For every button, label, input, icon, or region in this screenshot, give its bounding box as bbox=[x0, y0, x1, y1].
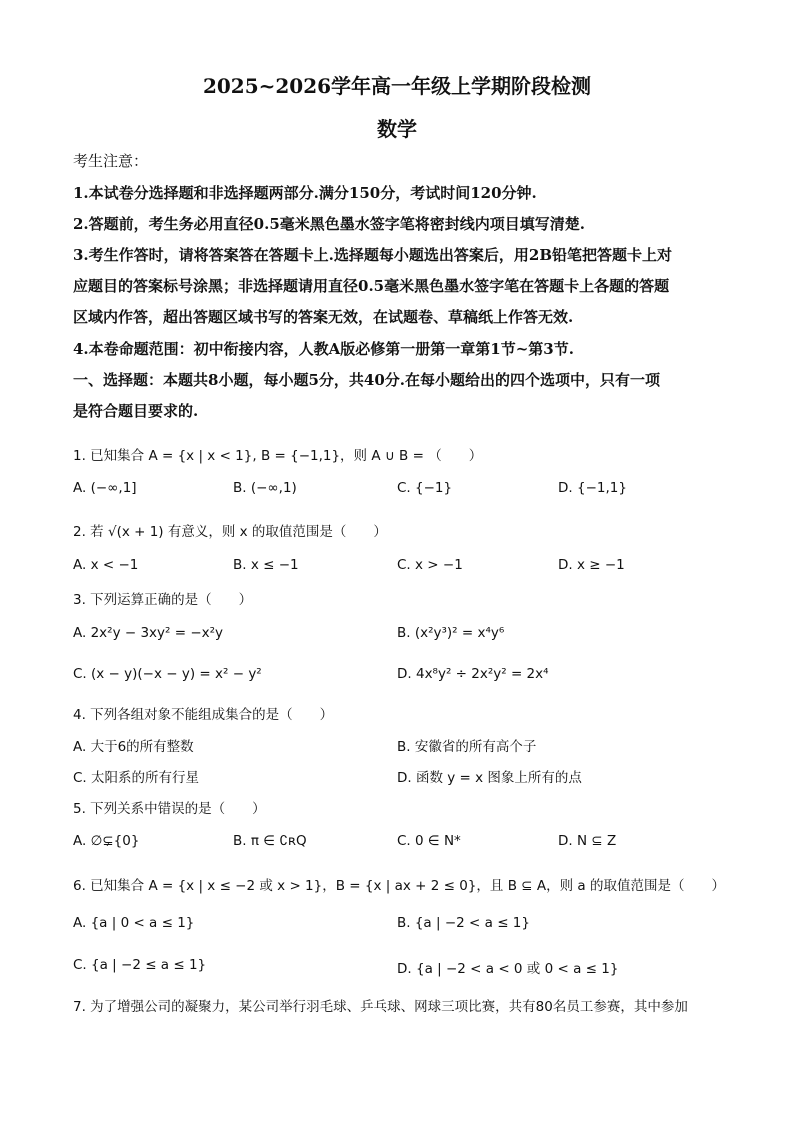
question-2-option-a: A. x < −1 bbox=[73, 557, 139, 573]
question-2-option-d: D. x ≥ −1 bbox=[558, 557, 625, 573]
notice-heading: 考生注意： bbox=[73, 152, 149, 170]
question-5-option-a: A. ∅⊊{0} bbox=[73, 833, 140, 849]
question-7-stem: 7. 为了增强公司的凝聚力，某公司举行羽毛球、乒乓球、网球三项比赛，共有80名员工参赛，其中参加 bbox=[73, 999, 688, 1015]
question-2-stem: 2. 若 √(x + 1) 有意义，则 x 的取值范围是（ ） bbox=[73, 524, 387, 540]
question-5-option-b: B. π ∈ ∁ʀQ bbox=[233, 833, 307, 849]
question-4-option-b: B. 安徽省的所有高个子 bbox=[397, 739, 537, 755]
question-5-option-c: C. 0 ∈ N* bbox=[397, 833, 461, 849]
notice-line-5: 区域内作答，超出答题区域书写的答案无效，在试题卷、草稿纸上作答无效. bbox=[73, 308, 574, 326]
question-6-option-a: A. {a | 0 < a ≤ 1} bbox=[73, 915, 195, 931]
question-2-option-b: B. x ≤ −1 bbox=[233, 557, 299, 573]
question-5-stem: 5. 下列关系中错误的是（ ） bbox=[73, 801, 266, 817]
notice-line-3: 3.考生作答时，请将答案答在答题卡上.选择题每小题选出答案后，用2B铅笔把答题卡上对 bbox=[73, 246, 673, 264]
question-3-option-b: B. (x²y³)² = x⁴y⁶ bbox=[397, 625, 505, 641]
section-heading: 一、选择题：本题共8小题，每小题5分，共40分.在每小题给出的四个选项中，只有一项 bbox=[73, 371, 660, 389]
question-6-option-b: B. {a | −2 < a ≤ 1} bbox=[397, 915, 530, 931]
question-3-stem: 3. 下列运算正确的是（ ） bbox=[73, 592, 253, 608]
exam-subject: 数学 bbox=[377, 117, 417, 141]
question-2-option-c: C. x > −1 bbox=[397, 557, 463, 573]
question-4-option-d: D. 函数 y = x 图象上所有的点 bbox=[397, 770, 582, 786]
question-5-option-d: D. N ⊆ Z bbox=[558, 833, 617, 849]
notice-line-1: 1.本试卷分选择题和非选择题两部分.满分150分，考试时间120分钟. bbox=[73, 184, 537, 202]
question-1-option-c: C. {−1} bbox=[397, 480, 453, 496]
section-heading-cont: 是符合题目要求的. bbox=[73, 402, 199, 420]
question-6-stem: 6. 已知集合 A = {x | x ≤ −2 或 x > 1}，B = {x | ax + 2 ≤ 0}，且 B ⊆ A，则 a 的取值范围是（ ） bbox=[73, 878, 725, 894]
question-4-stem: 4. 下列各组对象不能组成集合的是（ ） bbox=[73, 707, 334, 723]
question-6-option-d: D. {a | −2 < a < 0 或 0 < a ≤ 1} bbox=[397, 961, 619, 977]
question-6-option-c: C. {a | −2 ≤ a ≤ 1} bbox=[73, 957, 207, 973]
notice-line-2: 2.答题前，考生务必用直径0.5毫米黑色墨水签字笔将密封线内项目填写清楚. bbox=[73, 215, 585, 233]
question-1-option-a: A. (−∞,1] bbox=[73, 480, 137, 496]
question-3-option-d: D. 4x⁸y² ÷ 2x²y² = 2x⁴ bbox=[397, 666, 549, 682]
question-4-option-c: C. 太阳系的所有行星 bbox=[73, 770, 200, 786]
question-4-option-a: A. 大于6的所有整数 bbox=[73, 739, 194, 755]
question-1-stem: 1. 已知集合 A = {x | x < 1}, B = {−1,1}，则 A ∪ B = （ ） bbox=[73, 448, 483, 464]
question-1-option-d: D. {−1,1} bbox=[558, 480, 627, 496]
question-1-option-b: B. (−∞,1) bbox=[233, 480, 297, 496]
exam-title: 2025~2026学年高一年级上学期阶段检测 bbox=[202, 74, 592, 98]
notice-line-6: 4.本卷命题范围：初中衔接内容，人教A版必修第一册第一章第1节~第3节. bbox=[73, 340, 574, 358]
question-3-option-c: C. (x − y)(−x − y) = x² − y² bbox=[73, 666, 262, 682]
question-3-option-a: A. 2x²y − 3xy² = −x²y bbox=[73, 625, 224, 641]
notice-line-4: 应题目的答案标号涂黑；非选择题请用直径0.5毫米黑色墨水签字笔在答题卡上各题的答题 bbox=[73, 277, 670, 295]
